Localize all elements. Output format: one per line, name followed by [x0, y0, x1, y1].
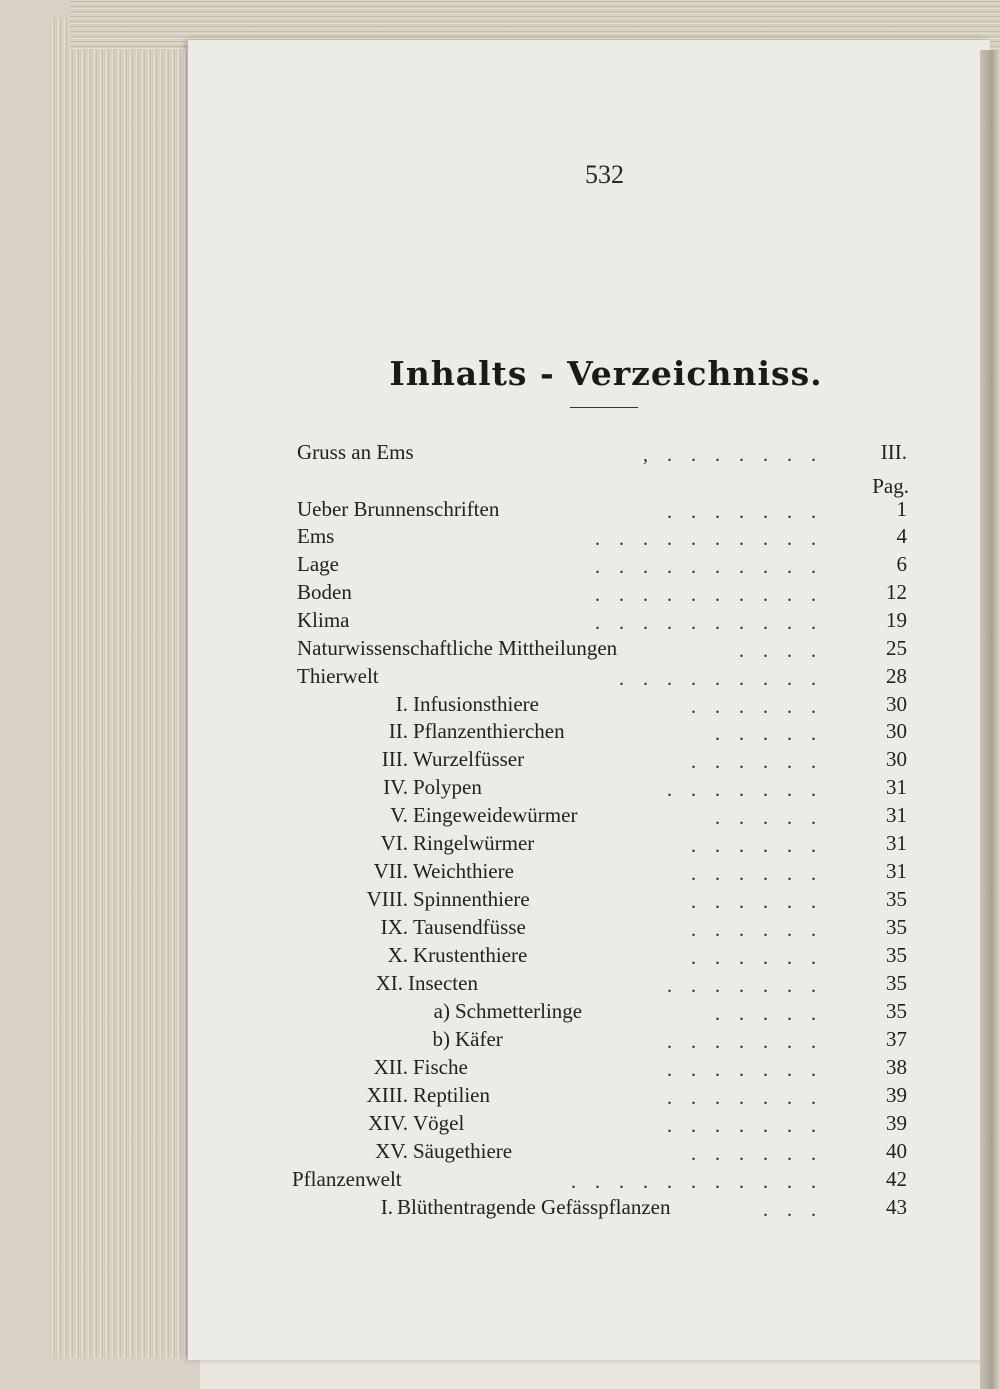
toc-entry-number: XV.: [375, 1139, 408, 1163]
leader-dots: .......: [667, 779, 835, 801]
toc-entry[interactable]: [0, 1111, 1000, 1139]
toc-entry-page: 35: [886, 915, 907, 939]
leader-dots: ,.......: [643, 444, 835, 466]
leader-dots: ...: [763, 1199, 835, 1221]
toc-entry-page: 25: [886, 636, 907, 660]
pag-label: Pag.: [872, 474, 909, 498]
leader-dots: .....: [715, 723, 835, 745]
leader-dots: ......: [691, 751, 835, 773]
toc-entry-label: Ueber Brunnenschriften: [297, 497, 500, 521]
toc-entry[interactable]: [0, 1167, 1000, 1195]
toc-entry[interactable]: [0, 831, 1000, 859]
toc-entry-page: 19: [886, 608, 907, 632]
toc-entry-label: Lage: [297, 552, 339, 576]
toc-entry-number: X.: [387, 943, 408, 967]
toc-entry-number: IV.: [383, 775, 408, 799]
leader-dots: .......: [667, 1087, 835, 1109]
toc-entry-page: III.: [880, 440, 907, 464]
toc-entry-page: 31: [886, 803, 907, 827]
leader-dots: ......: [691, 1143, 835, 1165]
toc-entry-label: Säugethiere: [413, 1139, 513, 1163]
toc-entry[interactable]: [0, 608, 1000, 636]
toc-entry-number: XIII.: [366, 1083, 408, 1107]
toc-entry-page: 35: [886, 999, 907, 1023]
leader-dots: .......: [667, 1115, 835, 1137]
toc-entry-label: Weichthiere: [413, 859, 514, 883]
toc-entry-label: Schmetterlinge: [455, 999, 583, 1023]
toc-entry[interactable]: [0, 497, 1000, 525]
toc-entry-label: Gruss an Ems: [297, 440, 414, 464]
toc-entry-number: I.: [395, 692, 408, 716]
toc-entry-number: VIII.: [366, 887, 408, 911]
toc-entry-label: Fische: [413, 1055, 468, 1079]
leader-dots: .........: [619, 668, 835, 690]
toc-entry-number: XII.: [373, 1055, 408, 1079]
toc-entry-page: 31: [886, 831, 907, 855]
toc-entry-number: a): [433, 999, 450, 1023]
toc-entry-label: Boden: [297, 580, 352, 604]
toc-entry-page: 30: [886, 719, 907, 743]
leader-dots: .....: [715, 807, 835, 829]
toc-entry[interactable]: [0, 524, 1000, 552]
leader-dots: ..........: [595, 612, 835, 634]
toc-entry-page: 30: [886, 692, 907, 716]
toc-entry-label: Insecten: [408, 971, 478, 995]
toc-entry-page: 31: [886, 859, 907, 883]
toc-entry[interactable]: [0, 887, 1000, 915]
leader-dots: ...........: [571, 1171, 835, 1193]
toc-entry-label: Spinnenthiere: [413, 887, 530, 911]
toc-entry-label: Thierwelt: [297, 664, 379, 688]
toc-entry-label: Wurzelfüsser: [413, 747, 525, 771]
toc-entry-label: Reptilien: [413, 1083, 490, 1107]
toc-entry-number: V.: [390, 803, 408, 827]
page-title: Inhalts - Verzeichniss.: [389, 354, 823, 393]
toc-entry[interactable]: [0, 999, 1000, 1027]
toc-entry-number: I.: [380, 1195, 393, 1219]
toc-entry-page: 6: [896, 552, 907, 576]
toc-entry[interactable]: [0, 636, 1000, 664]
toc-entry[interactable]: [0, 775, 1000, 803]
toc-entry[interactable]: [0, 915, 1000, 943]
toc-entry-page: 38: [886, 1055, 907, 1079]
toc-entry[interactable]: [0, 971, 1000, 999]
toc-entry-page: 1: [896, 497, 907, 521]
toc-entry-number: XI.: [375, 971, 403, 995]
toc-entry-page: 39: [886, 1111, 907, 1135]
toc-entry-number: b): [432, 1027, 450, 1051]
toc-entry-label: Eingeweidewürmer: [413, 803, 578, 827]
toc-entry-page: 35: [886, 971, 907, 995]
toc-entry-label: Polypen: [413, 775, 482, 799]
toc-entry-label: Naturwissenschaftliche Mittheilungen: [297, 636, 618, 660]
toc-entry-page: 4: [896, 524, 907, 548]
toc-entry-label: Krustenthiere: [413, 943, 528, 967]
toc-entry-label: Pflanzenwelt: [292, 1167, 402, 1191]
toc-entry[interactable]: [0, 580, 1000, 608]
leader-dots: ......: [691, 891, 835, 913]
toc-entry-label: Vögel: [413, 1111, 465, 1135]
leader-dots: ......: [691, 947, 835, 969]
leader-dots: .......: [667, 501, 835, 523]
toc-entry-number: IX.: [380, 915, 408, 939]
toc-entry-number: III.: [381, 747, 408, 771]
leader-dots: ..........: [595, 584, 835, 606]
leader-dots: .......: [667, 975, 835, 997]
toc-entry[interactable]: [0, 664, 1000, 692]
toc-entry-page: 28: [886, 664, 907, 688]
toc-entry-page: 31: [886, 775, 907, 799]
toc-entry-page: 40: [886, 1139, 907, 1163]
toc-entry-page: 35: [886, 943, 907, 967]
toc-entry[interactable]: [0, 1027, 1000, 1055]
toc-entry[interactable]: [0, 1083, 1000, 1111]
toc-entry-page: 43: [886, 1195, 907, 1219]
toc-entry-label: Blüthentragende Gefässpflanzen: [397, 1195, 671, 1219]
toc-entry-number: VI.: [380, 831, 408, 855]
leader-dots: ......: [691, 696, 835, 718]
toc-entry-label: Infusionsthiere: [413, 692, 539, 716]
leader-dots: ..........: [595, 556, 835, 578]
toc-entry-number: VII.: [373, 859, 408, 883]
toc-entry-page: 12: [886, 580, 907, 604]
leader-dots: .......: [667, 1059, 835, 1081]
toc-entry[interactable]: [0, 1055, 1000, 1083]
leader-dots: ......: [691, 835, 835, 857]
toc-entry-label: Ems: [297, 524, 335, 548]
toc-entry-label: Pflanzenthierchen: [413, 719, 565, 743]
toc-entry-number: XIV.: [368, 1111, 408, 1135]
leader-dots: ......: [691, 863, 835, 885]
toc-entry[interactable]: [0, 552, 1000, 580]
toc-entry-label: Käfer: [455, 1027, 503, 1051]
toc-entry-page: 37: [886, 1027, 907, 1051]
toc-entry[interactable]: [0, 803, 1000, 831]
leader-dots: ..........: [595, 528, 835, 550]
toc-entry[interactable]: [0, 859, 1000, 887]
toc-entry[interactable]: [0, 747, 1000, 775]
toc-entry-label: Klima: [297, 608, 350, 632]
toc-entry[interactable]: [0, 1139, 1000, 1167]
toc-entry[interactable]: [0, 440, 1000, 468]
leader-dots: .......: [667, 1031, 835, 1053]
toc-entry-number: II.: [388, 719, 408, 743]
toc-entry[interactable]: [0, 692, 1000, 720]
toc-entry-page: 39: [886, 1083, 907, 1107]
leader-dots: ....: [739, 640, 835, 662]
toc-entry-page: 30: [886, 747, 907, 771]
leader-dots: .....: [715, 1003, 835, 1025]
toc-entry[interactable]: [0, 719, 1000, 747]
toc-entry[interactable]: [0, 943, 1000, 971]
toc-entry-label: Tausendfüsse: [413, 915, 526, 939]
toc-entry-page: 42: [886, 1167, 907, 1191]
page-number: 532: [585, 160, 624, 189]
leader-dots: ......: [691, 919, 835, 941]
toc-entry-label: Ringelwürmer: [413, 831, 535, 855]
toc-entry-page: 35: [886, 887, 907, 911]
toc-entry[interactable]: [0, 1195, 1000, 1223]
